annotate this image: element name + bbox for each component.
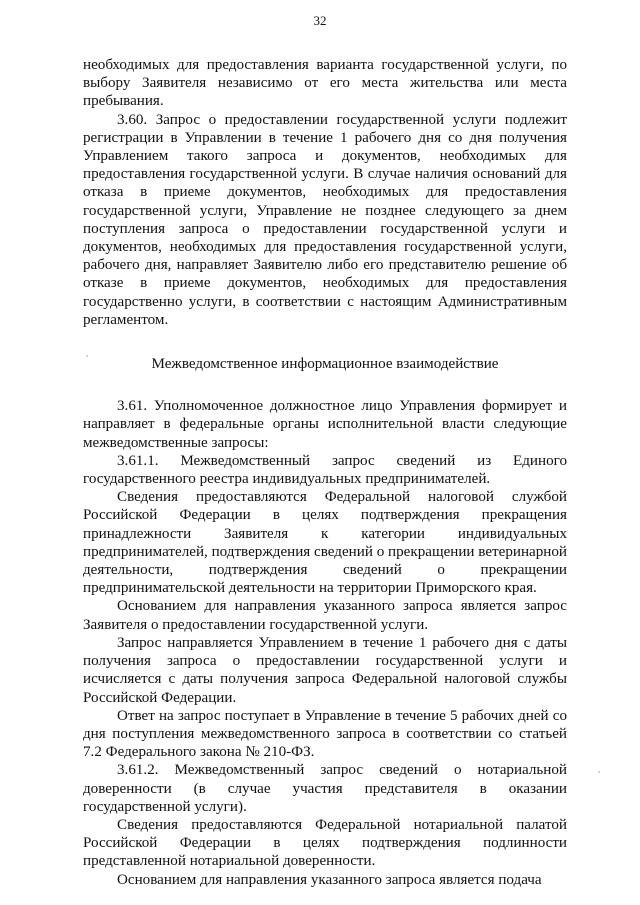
paragraph-notary-info: Сведения предоставляются Федеральной нотариальной палатой Российской Федерации в целях подтверждения подлинности представленной нотариальной доверенности.: [83, 816, 567, 870]
scan-speck: [86, 355, 88, 357]
document-body: [83, 56, 567, 889]
paragraph-response-term: Ответ на запрос поступает в Управление в течение 5 рабочих дней со дня поступления межведомственного запроса в соответствии со статьей 7.2 Федерального закона № 210-ФЗ.: [83, 707, 567, 761]
paragraph-basis-1: Основанием для направления указанного запроса является запрос Заявителя о предоставлении государственной услуги.: [83, 598, 567, 633]
paragraph-3-60: 3.60. Запрос о предоставлении государственной услуги подлежит регистрации в Управлении в течение 1 рабочего дня со дня получения Управлением такого запроса и документов, необходимых для предоставления государственной услуги. В случае наличия оснований для отказа в приеме документов, необходимых для предоставления государственной услуги, Управление не позднее следующего за днем поступления запроса о предоставлении государственной услуги и документов, необходимых для предоставления государственной услуги, рабочего дня, направляет Заявителю либо его представителю решение об отказе в приеме документов, необходимых для предоставления государственно услуги, в соответствии с настоящим Административным регламентом.: [83, 111, 567, 328]
paragraph-basis-2: Основанием для направления указанного запроса является подача: [117, 871, 542, 888]
paragraph-continuation: необходимых для предоставления варианта государственной услуги, по выбору Заявителя независимо от его места жительства или места пребывания.: [83, 57, 567, 110]
section-heading: Межведомственное информационное взаимодействие: [151, 356, 499, 373]
paragraph-3-61-1: 3.61.1. Межведомственный запрос сведений из Единого государственного реестра индивидуальных предпринимателей.: [83, 452, 567, 488]
paragraph-3-61-2: 3.61.2. Межведомственный запрос сведений о нотариальной доверенности (в случае участия представителя в оказании государственной услуги).: [83, 762, 567, 815]
scan-speck: [598, 771, 600, 773]
paragraph-fns-info: Сведения предоставляются Федеральной налоговой службой Российской Федерации в целях подтверждения прекращения принадлежности Заявителя к категории индивидуальных предпринимателей, подтверждения сведений о прекращении ветеринарной деятельности, подтверждения сведений о прекращении предпринимательской деятельности на территории Приморского края.: [83, 489, 567, 597]
page-number: 32: [313, 13, 327, 28]
paragraph-3-61: 3.61. Уполномоченное должностное лицо Управления формирует и направляет в федеральные органы исполнительной власти следующие межведомственные запросы:: [83, 398, 567, 451]
paragraph-request-sent: Запрос направляется Управлением в течение 1 рабочего дня с даты получения запроса о предоставлении государственной услуги и исчисляется с даты получения запроса Федеральной налоговой службы Российской Федерации.: [83, 634, 567, 706]
